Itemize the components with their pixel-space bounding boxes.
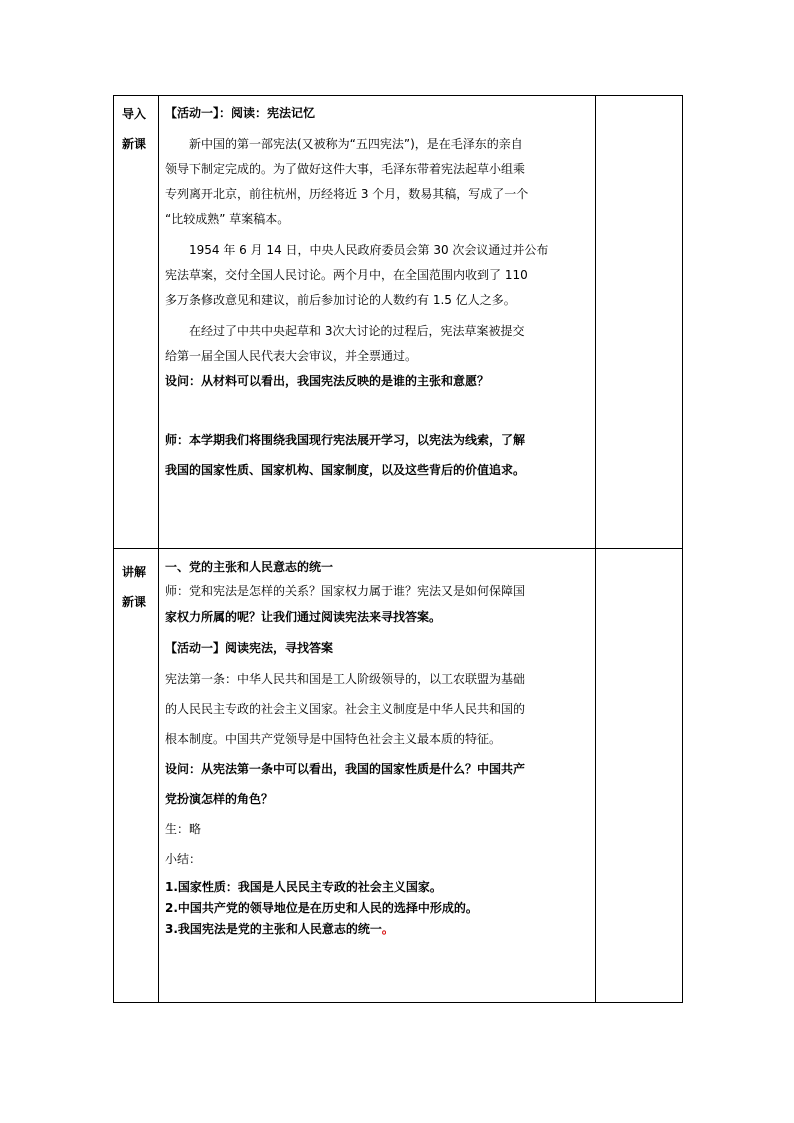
notes-cell (596, 96, 683, 549)
table-row-lecture (114, 549, 683, 1003)
text-line: 新中国的第一部宪法(又被称为“五四宪法”)，是在毛泽东的亲自 (189, 137, 523, 151)
section-label-cell (114, 549, 159, 1003)
activity-title: 【活动一】阅读宪法，寻找答案 (165, 641, 334, 655)
text-line: 领导下制定完成的。为了做好这件大事，毛泽东带着宪法起草小组乘 (165, 162, 526, 176)
text-line: 家权力所属的呢？让我们通过阅读宪法来寻找答案。 (165, 610, 442, 624)
paragraph-3 (165, 323, 589, 373)
teacher-remark (165, 432, 589, 492)
text-line: 1954 年 6 月 14 日，中央人民政府委员会第 30 次会议通过并公布 (189, 243, 549, 257)
section-content-cell (159, 96, 596, 549)
text-line: 我国的国家性质、国家机构、国家制度，以及这些背后的价值追求。 (165, 463, 526, 477)
section-label-line1: 讲解 (122, 565, 147, 579)
section-label-line2: 新课 (122, 137, 147, 151)
section-content-cell (159, 549, 596, 1003)
summary-item (165, 921, 589, 942)
paragraph-2 (165, 242, 589, 317)
text-line: 在经过了中共中央起草和 3次大讨论的过程后，宪法草案被提交 (189, 324, 525, 338)
text-line: 师：党和宪法是怎样的关系？国家权力属于谁？宪法又是如何保障国 (165, 584, 526, 598)
summary-end-mark: 。 (381, 922, 394, 936)
text-line: 给第一届全国人民代表大会审议，并全票通过。 (165, 349, 418, 363)
student-answer: 生：略 (165, 822, 202, 836)
text-line: 专列离开北京，前往杭州，历经将近 3 个月，数易其稿，写成了一个 (165, 187, 529, 201)
summary-title: 小结： (165, 852, 202, 866)
text-line: 设问：从宪法第一条中可以看出，我国的国家性质是什么？中国共产 (165, 762, 526, 776)
table-row-intro (114, 96, 683, 549)
text-line: 宪法第一条：中华人民共和国是工人阶级领导的，以工农联盟为基础 (165, 672, 526, 686)
constitution-article (165, 671, 589, 761)
summary-item: 2.中国共产党的领导地位是在历史和人民的选择中形成的。 (165, 901, 478, 915)
section-heading: 一、党的主张和人民意志的统一 (165, 560, 334, 574)
section-label-cell (114, 96, 159, 549)
section-label-line2: 新课 (122, 595, 147, 609)
text-line: 宪法草案，交付全国人民讨论。两个月中，在全国范围内收到了 110 (165, 268, 528, 282)
text-line: 师：本学期我们将围绕我国现行宪法展开学习，以宪法为线索，了解 (165, 433, 526, 447)
text-line: 多万条修改意见和建议，前后参加讨论的人数约有 1.5 亿人之多。 (165, 293, 516, 307)
text-line: 的人民民主专政的社会主义国家。社会主义制度是中华人民共和国的 (165, 702, 526, 716)
lesson-plan-table (113, 95, 683, 1003)
text-line: “比较成熟” 草案稿本。 (165, 212, 290, 226)
question-block (165, 761, 589, 821)
text-line: 党扮演怎样的角色？ (165, 792, 274, 806)
text-line: 根本制度。中国共产党领导是中国特色社会主义最本质的特征。 (165, 732, 502, 746)
notes-cell (596, 549, 683, 1003)
question-text: 设问：从材料可以看出，我国宪法反映的是谁的主张和意愿？ (165, 374, 490, 388)
paragraph-1 (165, 136, 589, 236)
section-label-line1: 导入 (122, 107, 147, 121)
summary-item: 1.国家性质：我国是人民民主专政的社会主义国家。 (165, 880, 442, 894)
activity-title: 【活动一】：阅读：宪法记忆 (165, 106, 316, 120)
summary-list (165, 879, 589, 942)
summary-item-text: 3.我国宪法是党的主张和人民意志的统一 (165, 922, 382, 936)
